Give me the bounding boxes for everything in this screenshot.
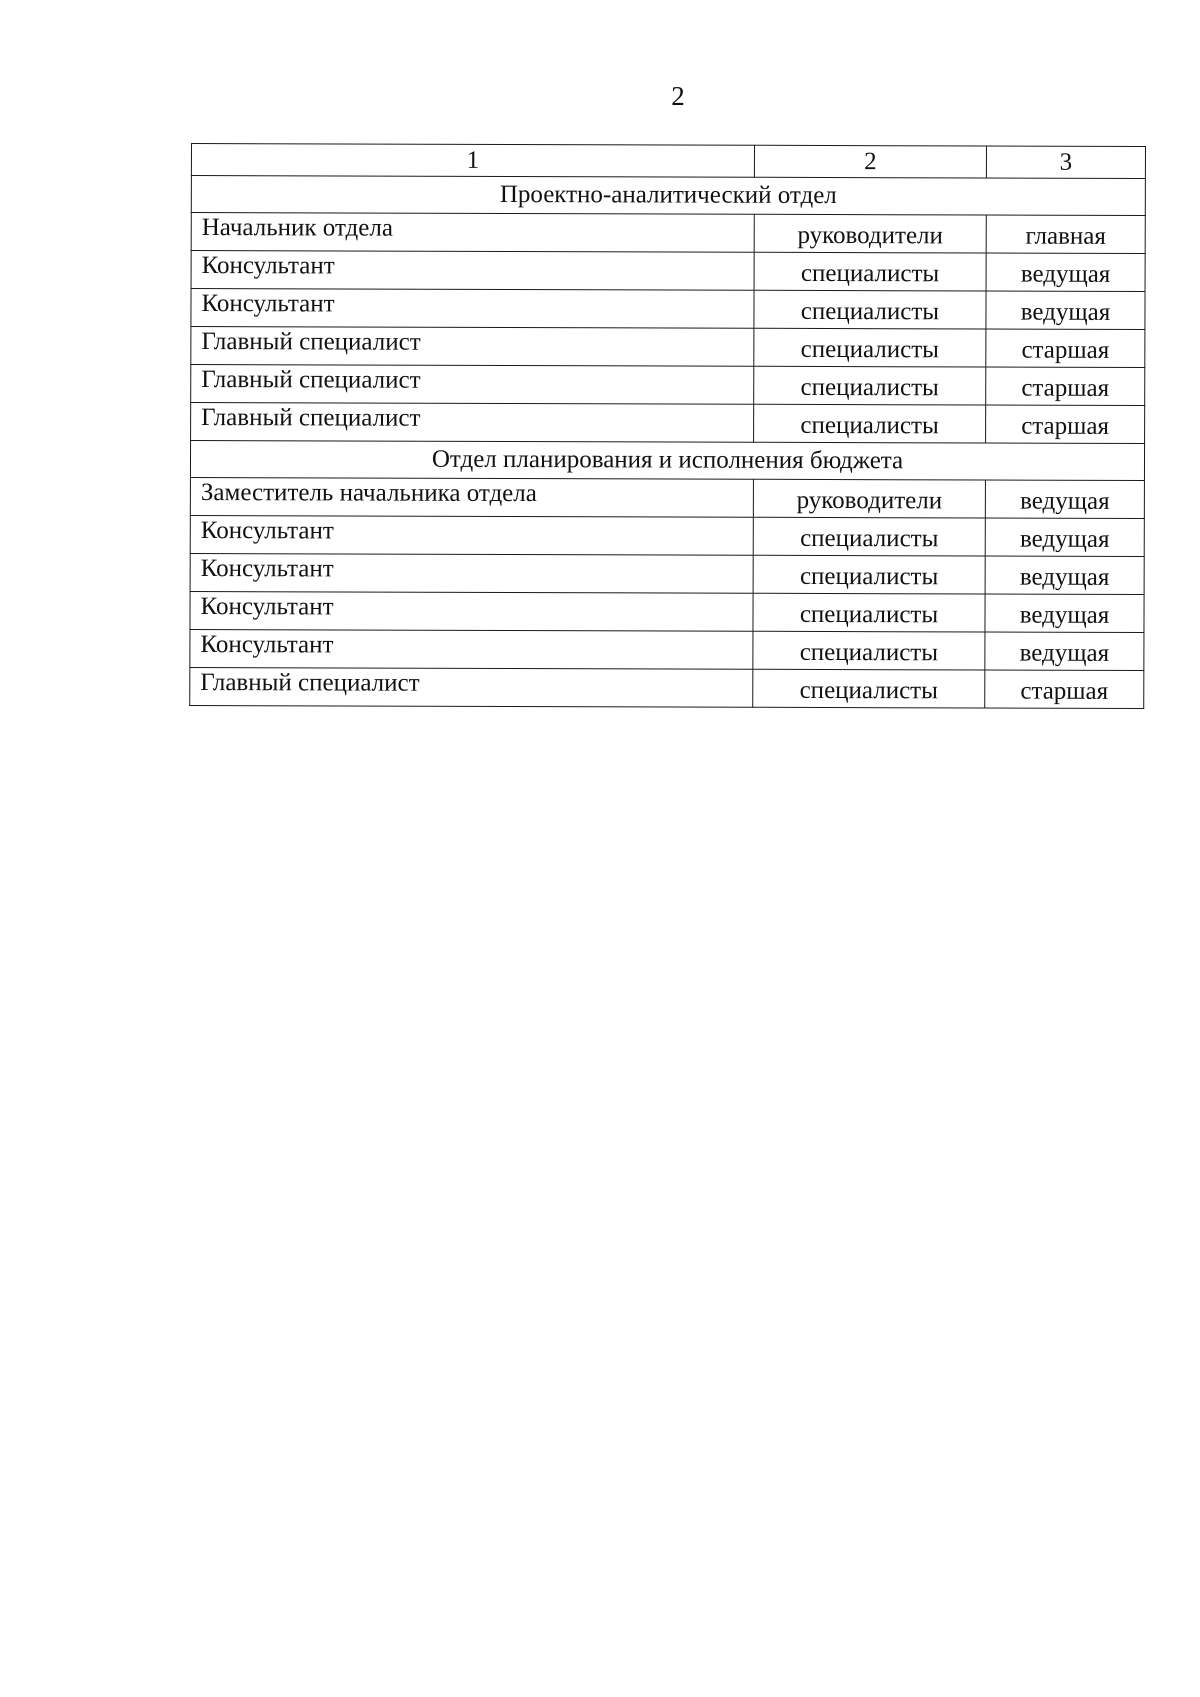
position-cell: Главный специалист <box>191 365 754 405</box>
category-cell: специалисты <box>754 290 986 329</box>
group-cell: ведущая <box>986 253 1145 291</box>
category-cell: специалисты <box>753 669 985 708</box>
group-cell: главная <box>986 215 1145 253</box>
table-row <box>191 213 1145 254</box>
category-cell: специалисты <box>753 517 985 556</box>
section-header-row <box>190 441 1144 481</box>
table-row <box>191 403 1145 444</box>
column-number-row <box>191 144 1145 179</box>
category-cell: специалисты <box>754 366 986 405</box>
position-cell: Консультант <box>191 251 754 291</box>
position-cell: Консультант <box>190 591 753 631</box>
table-row <box>190 477 1144 518</box>
category-cell: специалисты <box>753 631 985 670</box>
category-cell: руководители <box>754 214 986 253</box>
category-cell: специалисты <box>754 328 986 367</box>
section-title: Отдел планирования и исполнения бюджета <box>190 441 1144 481</box>
table-body <box>190 144 1146 709</box>
category-cell: руководители <box>753 479 985 518</box>
section-header-row <box>191 176 1145 216</box>
position-cell: Заместитель начальника отдела <box>190 477 753 517</box>
group-cell: ведущая <box>985 632 1144 670</box>
position-cell: Консультант <box>190 515 753 555</box>
group-cell: ведущая <box>985 594 1144 632</box>
category-cell: специалисты <box>754 404 986 443</box>
position-cell: Главный специалист <box>191 327 754 367</box>
category-cell: специалисты <box>754 252 986 291</box>
table-row <box>190 591 1144 632</box>
table-row <box>191 289 1145 330</box>
category-cell: специалисты <box>753 555 985 594</box>
position-cell: Консультант <box>190 629 753 669</box>
group-cell: ведущая <box>985 518 1144 556</box>
group-cell: ведущая <box>986 291 1145 329</box>
column-number-cell: 3 <box>986 146 1145 178</box>
group-cell: ведущая <box>985 480 1144 518</box>
position-cell: Главный специалист <box>190 667 753 707</box>
column-number-cell: 1 <box>191 144 754 178</box>
table-row <box>191 327 1145 368</box>
table-row <box>190 553 1144 594</box>
position-cell: Начальник отдела <box>191 213 754 253</box>
group-cell: ведущая <box>985 556 1144 594</box>
section-title: Проектно-аналитический отдел <box>191 176 1145 216</box>
position-cell: Консультант <box>191 289 754 329</box>
table-row <box>190 667 1144 708</box>
group-cell: старшая <box>986 405 1145 443</box>
group-cell: старшая <box>986 367 1145 405</box>
group-cell: старшая <box>986 329 1145 367</box>
column-number-cell: 2 <box>754 145 986 178</box>
category-cell: специалисты <box>753 593 985 632</box>
group-cell: старшая <box>985 670 1144 708</box>
position-cell: Консультант <box>190 553 753 593</box>
table-row <box>191 365 1145 406</box>
positions-table <box>189 143 1146 709</box>
page-number: 2 <box>671 81 685 111</box>
table-row <box>191 251 1145 292</box>
position-cell: Главный специалист <box>191 403 754 443</box>
table-row <box>190 629 1144 670</box>
table-row <box>190 515 1144 556</box>
